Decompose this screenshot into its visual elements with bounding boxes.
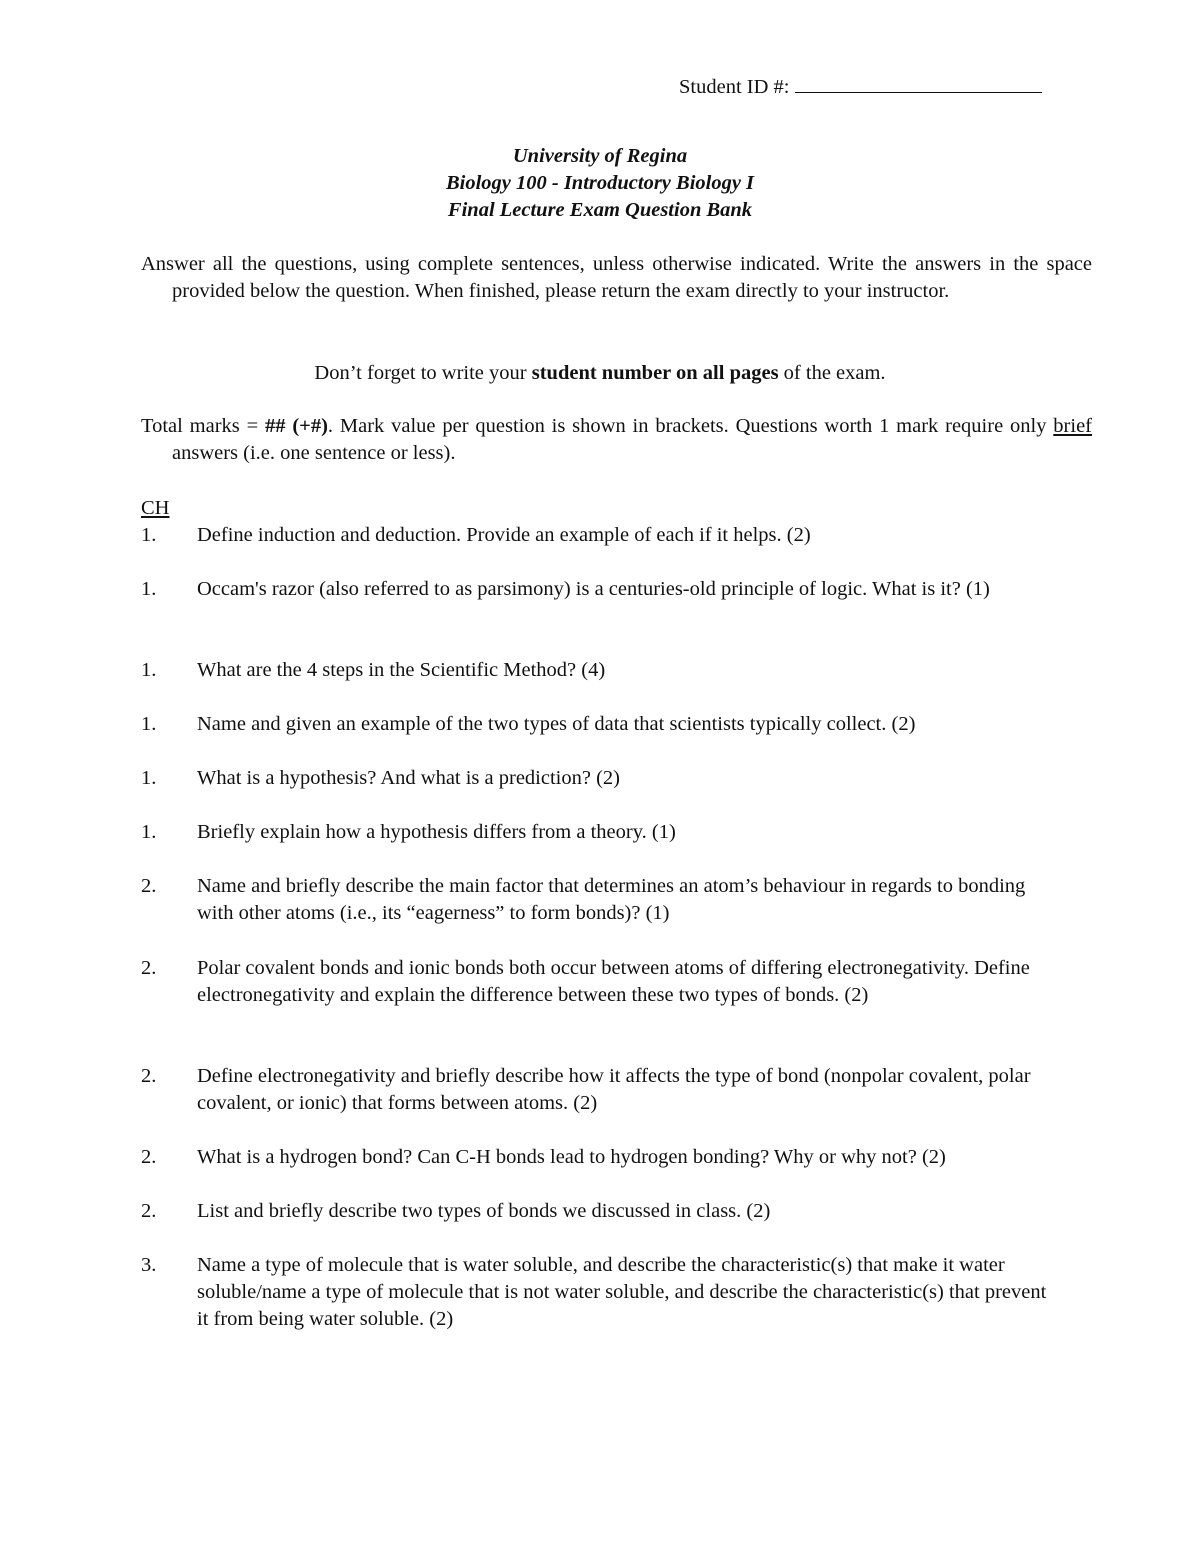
student-id-field — [679, 72, 1042, 101]
student-number-reminder — [0, 360, 1200, 387]
exam-title: Final Lecture Exam Question Bank — [447, 199, 753, 221]
question-number: 2. — [141, 1146, 157, 1168]
question-text: Polar covalent bonds and ionic bonds both occur between atoms of differing electronegativity. Define electronegativity and explain the difference between these two types of bonds. (2) — [197, 957, 1030, 1006]
question-number: 1. — [141, 578, 157, 600]
marks-paragraph — [141, 413, 1092, 467]
marks-brief-underlined: brief — [1053, 415, 1092, 437]
question-item — [141, 1252, 1061, 1333]
question-item — [141, 955, 1061, 1009]
question-number: 1. — [141, 767, 157, 789]
question-text: Name a type of molecule that is water soluble, and describe the characteristic(s) that make it water soluble/name a type of molecule that is not water soluble, and describe the characteristic(s) that prevent it from being water soluble. (2) — [197, 1254, 1047, 1330]
question-text: Name and given an example of the two types of data that scientists typically collect. (2) — [197, 713, 916, 735]
question-number: 2. — [141, 1200, 157, 1222]
course-title: Biology 100 - Introductory Biology I — [445, 172, 755, 194]
question-number: 1. — [141, 713, 157, 735]
question-item — [141, 873, 1061, 927]
instructions-paragraph: Answer all the questions, using complete sentences, unless otherwise indicated. Write the answers in the space provided below the question. When finished, please return the exam directly to your instructor. — [141, 253, 1092, 302]
reminder-text-post: of the exam. — [778, 362, 886, 384]
question-number: 3. — [141, 1254, 157, 1276]
question-item — [141, 819, 1061, 846]
question-item — [141, 765, 1061, 792]
marks-text-post: answers (i.e. one sentence or less). — [172, 442, 456, 464]
question-text: Define electronegativity and briefly describe how it affects the type of bond (nonpolar covalent, polar covalent, or ionic) that forms between atoms. (2) — [197, 1065, 1031, 1114]
question-item — [141, 576, 1061, 603]
question-number: 1. — [141, 659, 157, 681]
question-item — [141, 657, 1061, 684]
marks-text-pre: Total marks = — [141, 415, 265, 437]
question-number: 2. — [141, 1065, 157, 1087]
student-id-label: Student ID #: — [679, 76, 790, 98]
question-number: 2. — [141, 875, 157, 897]
reminder-text-bold: student number on all pages — [531, 362, 779, 384]
university-name: University of Regina — [512, 145, 688, 167]
question-item — [141, 1063, 1061, 1117]
exam-header — [0, 143, 1200, 224]
question-item — [141, 1144, 1061, 1171]
student-id-blank-line — [795, 72, 1042, 93]
question-item — [141, 711, 1061, 738]
question-item — [141, 522, 1061, 549]
question-text: Briefly explain how a hypothesis differs from a theory. (1) — [197, 821, 676, 843]
question-number: 2. — [141, 957, 157, 979]
section-label: CH — [141, 497, 170, 519]
question-text: What is a hydrogen bond? Can C-H bonds lead to hydrogen bonding? Why or why not? (2) — [197, 1146, 946, 1168]
reminder-text-pre: Don’t forget to write your — [314, 362, 532, 384]
question-text: List and briefly describe two types of bonds we discussed in class. (2) — [197, 1200, 771, 1222]
question-text: What is a hypothesis? And what is a prediction? (2) — [197, 767, 620, 789]
question-text: Name and briefly describe the main factor that determines an atom’s behaviour in regards to bonding with other atoms (i.e., its “eagerness” to form bonds)? (1) — [197, 875, 1026, 924]
question-text: Occam's razor (also referred to as parsimony) is a centuries-old principle of logic. What is it? (1) — [197, 578, 990, 600]
question-number: 1. — [141, 821, 157, 843]
marks-placeholder: ## (+#) — [265, 415, 328, 437]
question-text: What are the 4 steps in the Scientific Method? (4) — [197, 659, 606, 681]
question-number: 1. — [141, 524, 157, 546]
question-text: Define induction and deduction. Provide an example of each if it helps. (2) — [197, 524, 811, 546]
question-item — [141, 1198, 1061, 1225]
marks-text-mid: . Mark value per question is shown in brackets. Questions worth 1 mark require only — [327, 415, 1054, 437]
